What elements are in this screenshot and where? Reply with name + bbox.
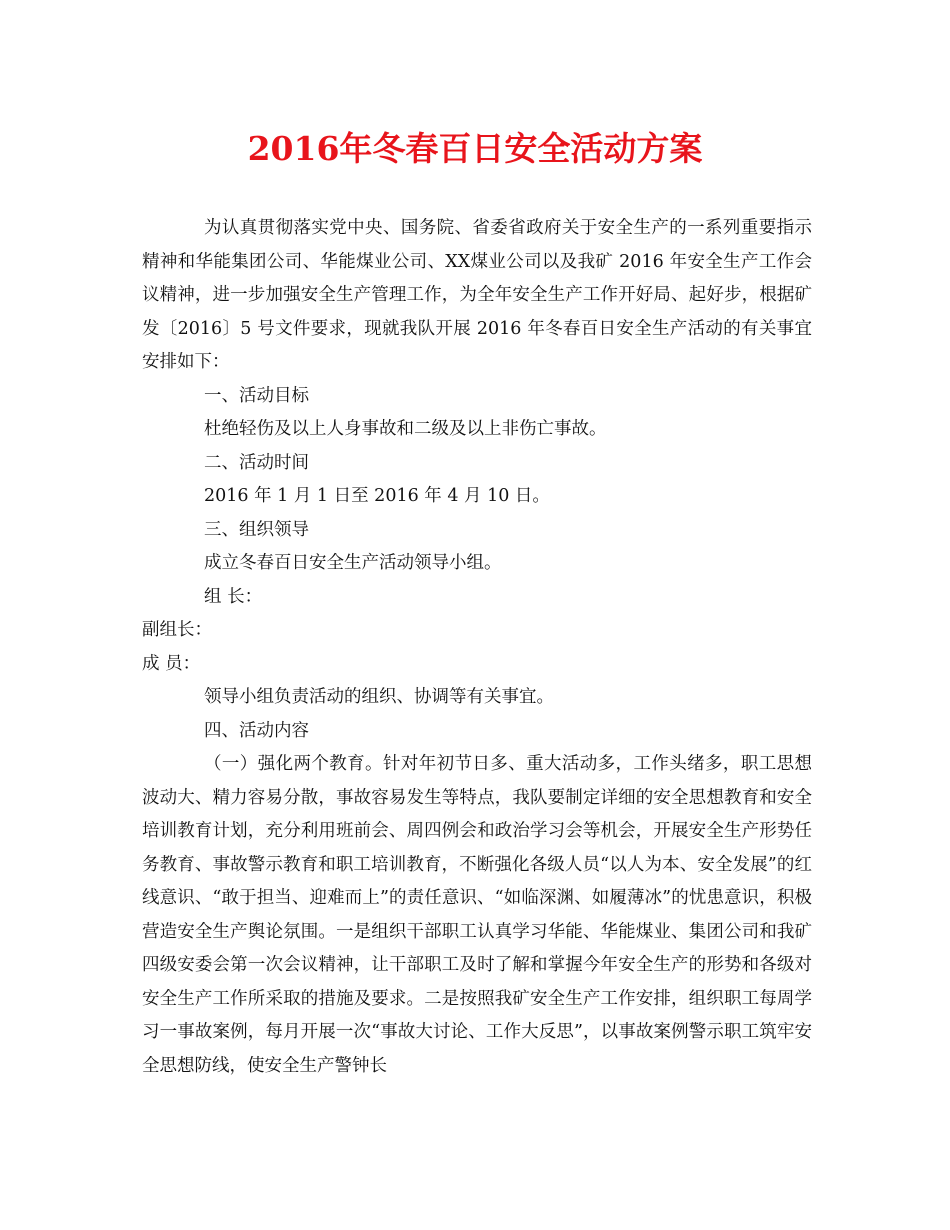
section-3-text: 成立冬春百日安全生产活动领导小组。 bbox=[204, 553, 502, 573]
section-4-paragraph-1: （一）强化两个教育。针对年初节日多、重大活动多，工作头绪多，职工思想波动大、精力容易分散，事故容易发生等特点，我队要制定详细的安全思想教育和安全培训教育计划，充分利用班前会、周四例会和政治学习会等机会，开展安全生产形势任务教育、事故警示教育和职工培训教育，不断强化各级人员“以人为本、安全发展”的红线意识、“敢于担当、迎难而上”的责任意识、“如临深渊、如履薄冰”的忧患意识，积极营造安全生产舆论氛围。一是组织干部职工认真学习华能、华能煤业、集团公司和我矿四级安委会第一次会议精神，让干部职工及时了解和掌握今年安全生产的形势和各级对安全生产工作所采取的措施及要求。二是按照我矿安全生产工作安排，组织职工每周学习一事故案例，每月开展一次“事故大讨论、工作大反思”，以事故案例警示职工筑牢安全思想防线，使安全生产警钟长 bbox=[142, 754, 812, 1076]
members-line: 成 员： bbox=[142, 653, 201, 674]
section-3-duty: 领导小组负责活动的组织、协调等有关事宜。 bbox=[204, 687, 554, 707]
document-title: 2016年冬春百日安全活动方案 bbox=[247, 129, 703, 168]
section-4-heading: 四、活动内容 bbox=[204, 720, 309, 741]
section-2-heading: 二、活动时间 bbox=[204, 452, 309, 473]
leader-line: 组 长： bbox=[204, 586, 263, 607]
section-1-text: 杜绝轻伤及以上人身事故和二级及以上非伤亡事故。 bbox=[204, 419, 607, 439]
intro-paragraph: 为认真贯彻落实党中央、国务院、省委省政府关于安全生产的一系列重要指示精神和华能集团公司、华能煤业公司、XX煤业公司以及我矿 2016 年安全生产工作会议精神，进一步加强安全生产管理工作，为全年安全生产工作开好局、起好步，根据矿发〔2016〕5 号文件要求，现就我队开展 2016 年冬春百日安全生产活动的有关事宜安排如下： bbox=[142, 218, 812, 372]
section-3-heading: 三、组织领导 bbox=[204, 519, 309, 540]
deputy-leader-line: 副组长： bbox=[142, 620, 212, 640]
section-2-text: 2016 年 1 月 1 日至 2016 年 4 月 10 日。 bbox=[204, 486, 550, 506]
document-body bbox=[142, 212, 812, 1083]
section-1-heading: 一、活动目标 bbox=[204, 385, 309, 406]
